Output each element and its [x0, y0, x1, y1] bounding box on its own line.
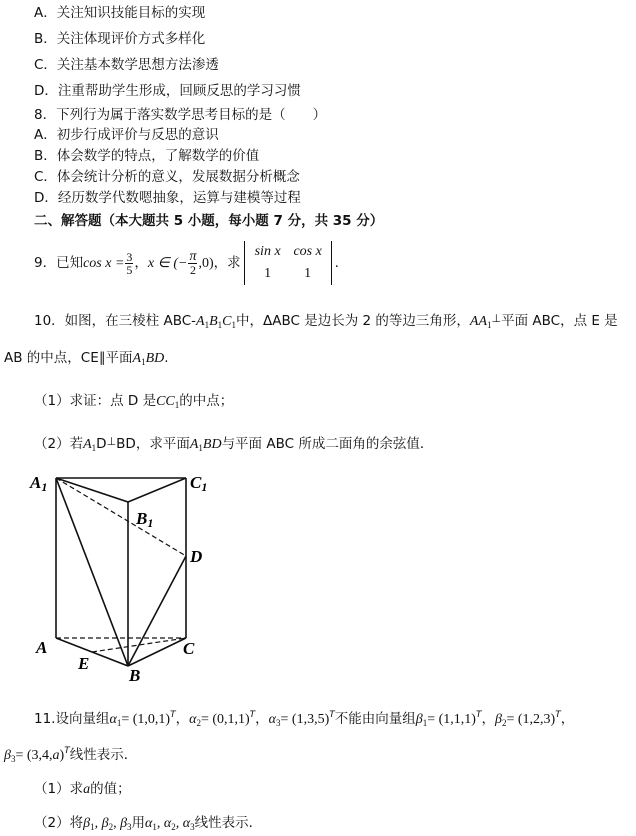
edge-bd [128, 556, 186, 666]
q11-sub1: （1）求a的值； [34, 781, 131, 797]
q11-line2: $\beta_3= (3,4,a)^T$线性表示． [4, 746, 138, 764]
q10-text-e: . [164, 350, 169, 366]
q7-option-d: D．注重帮助学生形成，回顾反思的学习习惯 [34, 83, 301, 99]
aa1-symbol: $AA_1$ [469, 314, 492, 330]
q9-frac-num: 3 [126, 249, 133, 264]
a1-symbol: $A_1$ [83, 437, 97, 453]
perp-symbol: ⊥ [491, 312, 502, 325]
q9-comma: ， [134, 255, 148, 271]
q8-stem: 8．下列行为属于落实数学思考目标的是（ ） [34, 107, 327, 123]
alpha-list: $\alpha_1$, $\alpha_2$, $\alpha_3$ [145, 816, 195, 832]
q8-option-b: B．体会数学的特点，了解数学的价值 [34, 148, 260, 164]
label-b1: B1 [136, 509, 154, 530]
q7-option-b: B．关注体现评价方式多样化 [34, 31, 206, 47]
section-heading: 二、解答题（本大题共 5 小题，每小题 7 分，共 35 分） [34, 213, 384, 229]
q10-sub2-a: （2）若 [34, 436, 84, 452]
det-r1c1: sin x [254, 244, 281, 259]
plane-a1bd: $A_1BD$ [132, 351, 165, 367]
label-c1: C1 [190, 473, 208, 494]
q10-line2 [4, 349, 169, 371]
q9-line [34, 240, 339, 290]
q8-option-a: A．初步行成评价与反思的意识 [34, 127, 219, 143]
q8-option-c: C．体会统计分析的意义，发展数据分析概念 [34, 169, 300, 185]
q10-text-a: 10．如图，在三棱柱 ABC- [34, 313, 197, 329]
det-r2c2: 1 [304, 266, 312, 281]
label-e: E [78, 654, 90, 673]
q8-option-d: D．经历数学代数嗯抽象，运算与建模等过程 [34, 190, 301, 206]
label-c: C [183, 639, 195, 658]
q9-determinant [244, 241, 332, 285]
q7-option-c: C．关注基本数学思想方法渗透 [34, 57, 219, 73]
q9-end: . [334, 255, 339, 271]
label-a: A [36, 638, 48, 657]
label-d: D [190, 547, 203, 566]
q9-interval-end: ,0) [198, 256, 214, 271]
label-b: B [129, 666, 141, 685]
prism-name: $A_1B_1C_1$ [196, 314, 236, 330]
q9-fraction [125, 251, 133, 276]
q10-text-c: 平面 ABC，点 E 是 [501, 313, 618, 329]
q9-frac-den: 5 [126, 262, 133, 277]
q9-ask: ，求 [213, 255, 241, 271]
q11-text-a: 11.设向量组 [34, 711, 110, 727]
label-a1: A1 [30, 473, 48, 494]
plane-a1bd-2: $A_1BD$ [189, 437, 222, 453]
q11-line1: 11.设向量组$\alpha_1= (1,0,1)^T$，$\alpha_2= (0,1,1)^T$，$\alpha_3= (1,3,5)^T$不能由向量组$\beta_1= (1,1,1)^T$，$\beta_2= (1,2,3)^T$， [34, 710, 575, 728]
q9-pi-den: 2 [189, 262, 196, 277]
q10-line1 [34, 310, 618, 334]
perp-symbol-2: ⊥ [106, 435, 117, 448]
edge-a1d-dashed [56, 478, 186, 556]
q9-pi-fraction [188, 248, 197, 277]
prism-figure [26, 466, 226, 688]
q10-text-b: 中，ΔABC 是边长为 2 的等边三角形， [236, 313, 470, 329]
q9-pi-num: π [189, 248, 197, 264]
q10-sub2-d: 与平面 ABC 所成二面角的余弦值． [221, 436, 434, 452]
q11-text-c: 线性表示． [69, 747, 138, 763]
q10-sub2 [34, 433, 433, 457]
q9-cos-lhs: cos x = [83, 256, 125, 271]
q10-sub2-b: D [96, 436, 107, 452]
edge-b1c1 [128, 478, 186, 502]
det-r1c2: cos x [293, 244, 322, 259]
edge-a1b1 [56, 478, 128, 502]
q10-sub1-b: 的中点； [179, 393, 234, 409]
q10-sub1 [34, 392, 233, 414]
q10-sub1-a: （1）求证：点 D 是 [34, 393, 157, 409]
q10-text-d: AB 的中点，CE∥平面 [4, 350, 133, 366]
q11-text-b: 不能由向量组 [334, 711, 416, 727]
q9-prefix: 9．已知 [34, 255, 84, 271]
cc1-symbol: $CC_1$ [156, 394, 180, 410]
beta-list: $\beta_1$, $\beta_2$, $\beta_3$ [83, 816, 132, 832]
q11-sub2: （2）将$\beta_1$, $\beta_2$, $\beta_3$用$\alpha_1$, $\alpha_2$, $\alpha_3$线性表示． [34, 815, 263, 832]
q7-option-a: A．关注知识技能目标的实现 [34, 5, 206, 21]
q10-sub2-c: BD，求平面 [116, 436, 190, 452]
q9-interval-start: x ∈ (− [147, 256, 188, 271]
det-r2c1: 1 [264, 266, 272, 281]
